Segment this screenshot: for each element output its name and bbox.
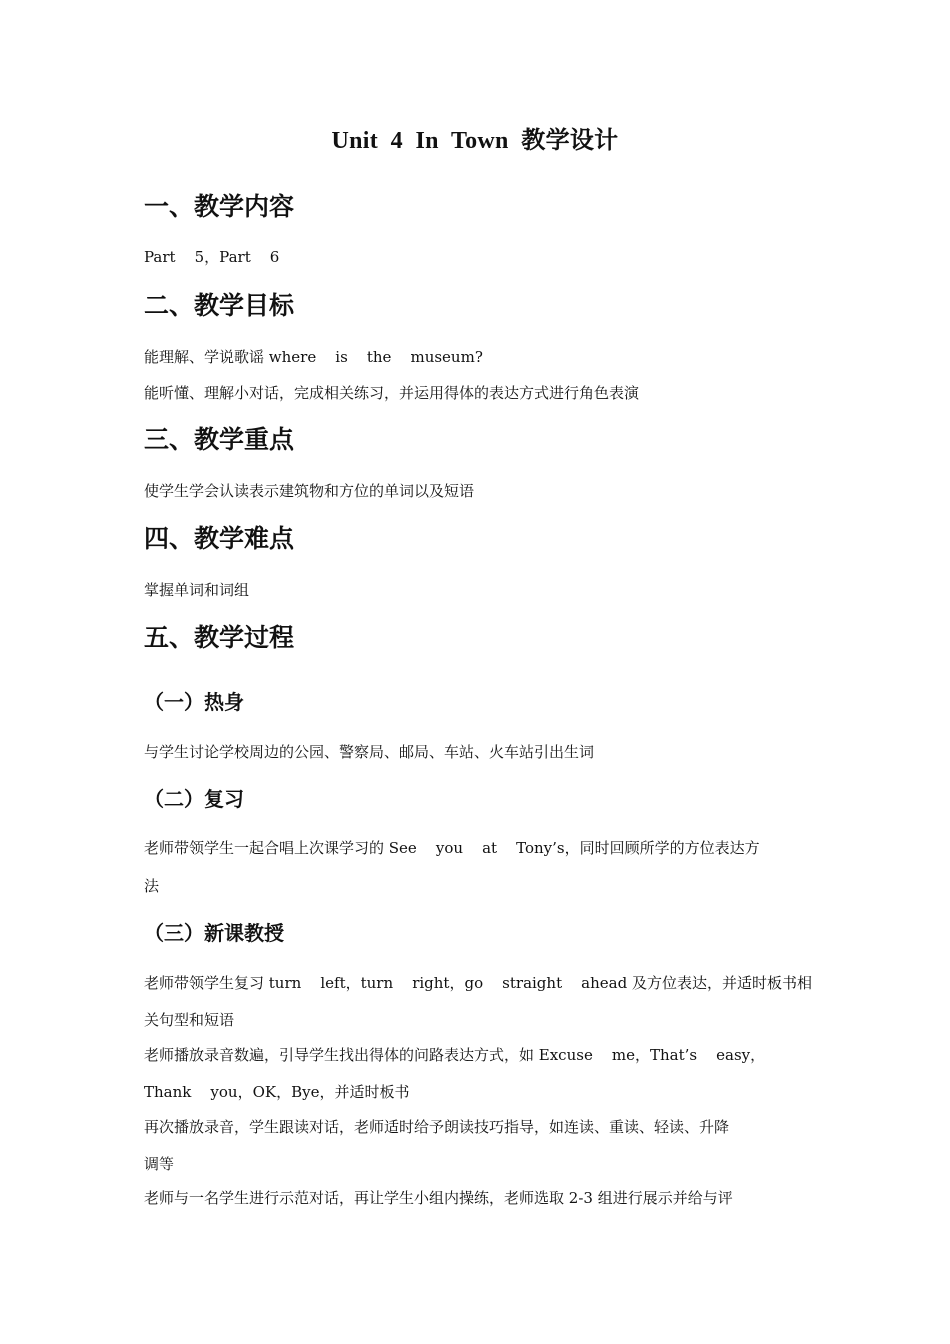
document-title: Unit 4 In Town 教学设计 <box>331 128 619 154</box>
section-heading-process: 五、教学过程 <box>144 623 295 652</box>
content-line-1: Part 5，Part 6 <box>144 248 280 266</box>
warmup-line-1: 与学生讨论学校周边的公园、警察局、邮局、车站、火车站引出生词 <box>144 743 595 761</box>
new-lesson-line-3: 老师播放录音数遍，引导学生找出得体的问路表达方式，如 Excuse me，That’s easy， <box>144 1046 766 1064</box>
section-heading-key-points: 三、教学重点 <box>144 425 295 454</box>
section-heading-difficulties: 四、教学难点 <box>144 524 295 553</box>
subsection-heading-review: （二）复习 <box>144 787 244 811</box>
difficulties-line-1: 掌握单词和词组 <box>144 581 250 599</box>
subsection-heading-warmup: （一）热身 <box>144 690 244 714</box>
new-lesson-line-4: Thank you，OK，Bye，并适时板书 <box>144 1083 410 1101</box>
section-heading-content: 一、教学内容 <box>144 192 295 221</box>
subsection-heading-new-lesson: （三）新课教授 <box>144 921 284 945</box>
new-lesson-line-2: 关句型和短语 <box>144 1011 235 1029</box>
review-line-2: 法 <box>144 877 160 895</box>
new-lesson-line-7: 老师与一名学生进行示范对话，再让学生小组内操练，老师选取 2-3 组进行展示并给与评 <box>144 1189 733 1207</box>
new-lesson-line-5: 再次播放录音，学生跟读对话，老师适时给予朗读技巧指导，如连读、重读、轻读、升降 <box>144 1118 730 1136</box>
objectives-line-2: 能听懂、理解小对话，完成相关练习，并运用得体的表达方式进行角色表演 <box>144 384 640 402</box>
new-lesson-line-1: 老师带领学生复习 turn left，turn right，go straight ahead 及方位表达，并适时板书相 <box>144 974 812 992</box>
section-heading-objectives: 二、教学目标 <box>144 291 295 320</box>
new-lesson-line-6: 调等 <box>144 1155 175 1173</box>
key-points-line-1: 使学生学会认读表示建筑物和方位的单词以及短语 <box>144 482 475 500</box>
objectives-line-1: 能理解、学说歌谣 where is the museum? <box>144 348 483 366</box>
review-line-1: 老师带领学生一起合唱上次课学习的 See you at Tony’s，同时回顾所学的方位表达方 <box>144 839 760 857</box>
